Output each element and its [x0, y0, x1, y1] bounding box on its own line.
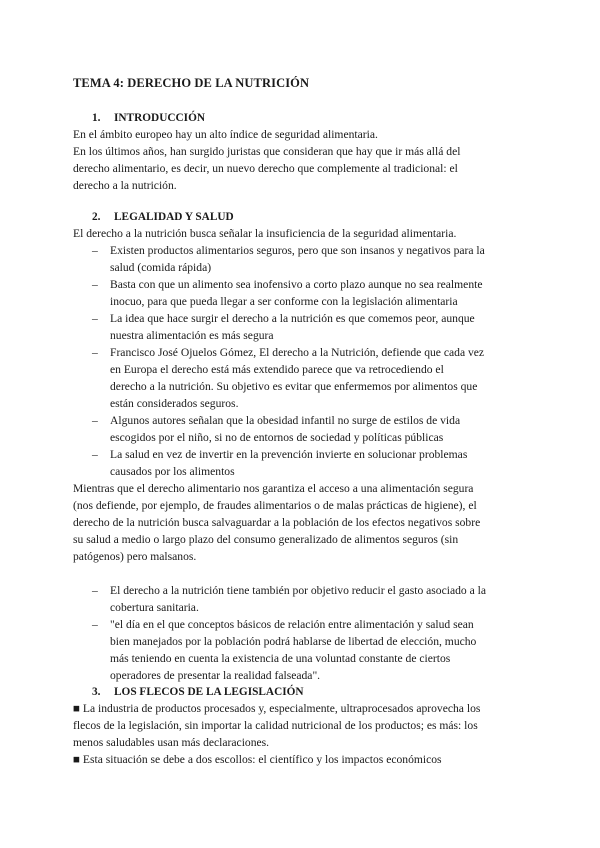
paragraph-line: derecho a la nutrición. — [73, 179, 177, 192]
paragraph-line: ■ Esta situación se debe a dos escollos: el científico y los impactos económicos — [73, 753, 442, 766]
bullet-line: más teniendo en cuenta la existencia de una voluntad constante de ciertos — [110, 652, 451, 665]
section-title: INTRODUCCIÓN — [114, 112, 206, 124]
section-3-heading — [92, 686, 304, 698]
bullet-line: Francisco José Ojuelos Gómez, El derecho a la Nutrición, defiende que cada vez — [110, 346, 485, 359]
paragraph-line: (nos defiende, por ejemplo, de fraudes alimentarios o de malas prácticas de higiene), el — [73, 499, 477, 512]
bullet-line: están considerados seguros. — [110, 397, 239, 410]
section-title: LEGALIDAD Y SALUD — [114, 211, 234, 223]
section-1-heading — [92, 112, 205, 124]
bullet-dash: – — [92, 244, 98, 257]
bullet-dash: – — [92, 312, 98, 325]
bullet-dash: – — [92, 414, 98, 427]
bullet-dash: – — [92, 448, 98, 461]
section-number: 1. — [92, 112, 101, 124]
bullet-line: La salud en vez de invertir en la prevención invierte en solucionar problemas — [110, 448, 468, 461]
paragraph-line: Mientras que el derecho alimentario nos garantiza el acceso a una alimentación segura — [73, 482, 474, 495]
bullet-line: causados por los alimentos — [110, 465, 235, 478]
paragraph-line: derecho alimentario, es decir, un nuevo derecho que complemente al tradicional: el — [73, 162, 458, 175]
bullet-dash: – — [92, 346, 98, 359]
bullet-line: operadores de presentar la realidad falseada". — [110, 669, 321, 682]
bullet-line: en Europa el derecho está más extendido parece que va retrocediendo el — [110, 363, 444, 376]
paragraph-line: En los últimos años, han surgido juristas que consideran que hay que ir más allá del — [73, 145, 461, 158]
section-2-heading — [92, 211, 234, 223]
bullet-line: Basta con que un alimento sea inofensivo a corto plazo aunque no sea realmente — [110, 278, 483, 291]
section-title: LOS FLECOS DE LA LEGISLACIÓN — [114, 686, 304, 698]
bullet-line: El derecho a la nutrición tiene también por objetivo reducir el gasto asociado a la — [110, 584, 487, 597]
bullet-line: nuestra alimentación es más segura — [110, 329, 274, 342]
bullet-line: Algunos autores señalan que la obesidad infantil no surge de estilos de vida — [110, 414, 461, 427]
paragraph-line: su salud a medio o largo plazo del consumo generalizado de alimentos seguros (sin — [73, 533, 459, 546]
bullet-dash: – — [92, 584, 98, 597]
section-number: 3. — [92, 686, 101, 698]
paragraph-line: ■ La industria de productos procesados y, especialmente, ultraprocesados aprovecha los — [73, 702, 481, 715]
paragraph-line: El derecho a la nutrición busca señalar la insuficiencia de la seguridad alimentaria. — [73, 227, 457, 240]
bullet-line: derecho a la nutrición. Su objetivo es evitar que enfermemos por alimentos que — [110, 380, 478, 393]
bullet-line: salud (comida rápida) — [110, 261, 212, 274]
section-number: 2. — [92, 211, 101, 223]
bullet-line: "el día en el que conceptos básicos de relación entre alimentación y salud sean — [110, 618, 474, 631]
bullet-line: cobertura sanitaria. — [110, 601, 199, 614]
paragraph-line: En el ámbito europeo hay un alto índice de seguridad alimentaria. — [73, 128, 378, 141]
bullet-line: Existen productos alimentarios seguros, pero que son insanos y negativos para la — [110, 244, 485, 257]
bullet-dash: – — [92, 278, 98, 291]
page-title: TEMA 4: DERECHO DE LA NUTRICIÓN — [73, 76, 310, 90]
bullet-line: inocuo, para que pueda llegar a ser conforme con la legislación alimentaria — [110, 295, 458, 308]
bullet-line: escogidos por el niño, si no de entornos de sociedad y políticas públicas — [110, 431, 444, 444]
bullet-dash: – — [92, 618, 98, 631]
paragraph-line: flecos de la legislación, sin importar la calidad nutricional de los productos; es más: los — [73, 719, 478, 732]
bullet-line: bien manejados por la población podrá hablarse de libertad de elección, mucho — [110, 635, 477, 648]
paragraph-line: derecho de la nutrición busca salvaguardar a la población de los efectos negativos sobre — [73, 516, 481, 529]
bullet-line: La idea que hace surgir el derecho a la nutrición es que comemos peor, aunque — [110, 312, 475, 325]
paragraph-line: menos saludables usan más declaraciones. — [73, 736, 270, 749]
paragraph-line: patógenos) pero malsanos. — [73, 550, 197, 563]
